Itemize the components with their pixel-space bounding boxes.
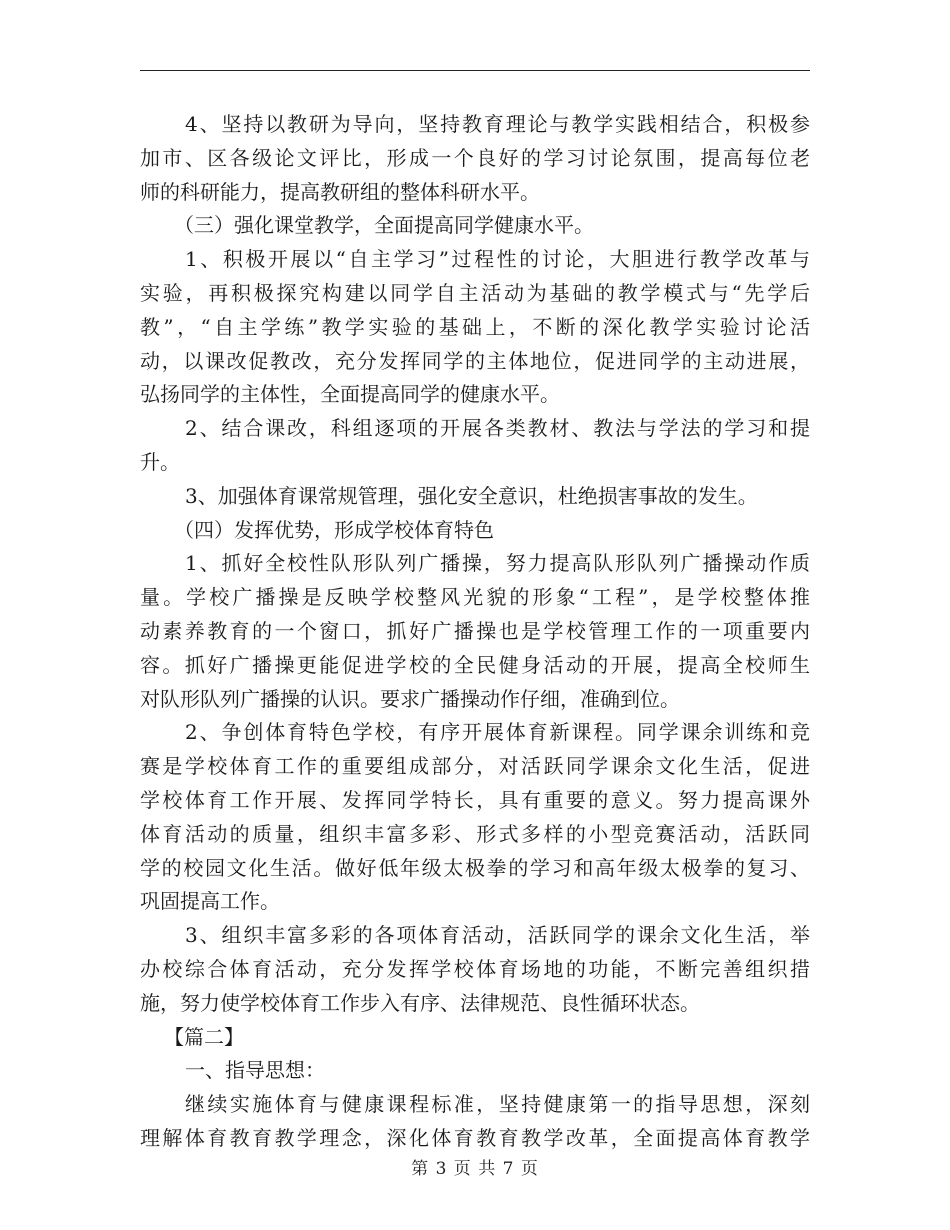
paragraph-line: 赛是学校体育工作的重要组成部分，对活跃同学课余文化生活，促进 (140, 754, 810, 779)
paragraph-line: 2、争创体育特色学校，有序开展体育新课程。同学课余训练和竞 (185, 720, 810, 745)
paragraph-line: 容。抓好广播操更能促进学校的全民健身活动的开展，提高全校师生 (140, 652, 810, 677)
paragraph-line: 实验，再积极探究构建以同学自主活动为基础的教学模式与“先学后 (140, 280, 810, 305)
paragraph-line: 3、组织丰富多彩的各项体育活动，活跃同学的课余文化生活，举 (185, 923, 810, 948)
section-heading: 【篇二】 (164, 1024, 244, 1049)
paragraph-line: 理解体育教育教学理念，深化体育教育教学改革，全面提高体育教学 (140, 1125, 810, 1150)
paragraph-line: 办校综合体育活动，充分发挥学校体育场地的功能，不断完善组织措 (140, 956, 810, 981)
paragraph-line: 4、坚持以教研为导向，坚持教育理论与教学实践相结合，积极参 (185, 112, 810, 136)
paragraph-line: 加市、区各级论文评比，形成一个良好的学习讨论氛围，提高每位老 (140, 145, 810, 170)
header-rule (140, 70, 810, 71)
paragraph-line: 量。学校广播操是反映学校整风光貌的形象“工程”，是学校整体推 (140, 585, 810, 610)
section-heading: （四）发挥优势，形成学校体育特色 (174, 517, 494, 542)
paragraph-line: 学校体育工作开展、发挥同学特长，具有重要的意义。努力提高课外 (140, 787, 810, 812)
paragraph-line: 弘扬同学的主体性，全面提高同学的健康水平。 (140, 382, 560, 407)
paragraph-line: 2、结合课改，科组逐项的开展各类教材、教法与学法的学习和提 (185, 416, 810, 441)
document-body (140, 108, 810, 1156)
paragraph-line: 1、积极开展以“自主学习”过程性的讨论，大胆进行教学改革与 (185, 247, 810, 272)
paragraph-line: 升。 (140, 449, 180, 474)
paragraph-line: 动素养教育的一个窗口，抓好广播操也是学校管理工作的一项重要内 (140, 618, 810, 643)
paragraph-line: 3、加强体育课常规管理，强化安全意识，杜绝损害事故的发生。 (185, 483, 758, 508)
paragraph-line: 对队形队列广播操的认识。要求广播操动作仔细，准确到位。 (140, 686, 680, 711)
paragraph-line: 巩固提高工作。 (140, 889, 280, 914)
page-number-footer: 第 3 页 共 7 页 (411, 1159, 539, 1179)
section-heading: （三）强化课堂教学，全面提高同学健康水平。 (174, 213, 594, 238)
paragraph-line: 体育活动的质量，组织丰富多彩、形式多样的小型竞赛活动，活跃同 (140, 821, 810, 846)
paragraph-line: 学的校园文化生活。做好低年级太极拳的学习和高年级太极拳的复习、 (140, 855, 810, 880)
paragraph-line: 施，努力使学校体育工作步入有序、法律规范、良性循环状态。 (140, 990, 700, 1015)
paragraph-line: 师的科研能力，提高教研组的整体科研水平。 (140, 179, 540, 204)
paragraph-line: 继续实施体育与健康课程标准，坚持健康第一的指导思想，深刻 (185, 1092, 810, 1117)
section-heading: 一、指导思想： (185, 1058, 325, 1083)
paragraph-line: 教”，“自主学练”教学实验的基础上，不断的深化教学实验讨论活 (140, 314, 810, 339)
paragraph-line: 1、抓好全校性队形队列广播操，努力提高队形队列广播操动作质 (185, 551, 810, 576)
paragraph-line: 动，以课改促教改，充分发挥同学的主体地位，促进同学的主动进展， (140, 348, 810, 373)
